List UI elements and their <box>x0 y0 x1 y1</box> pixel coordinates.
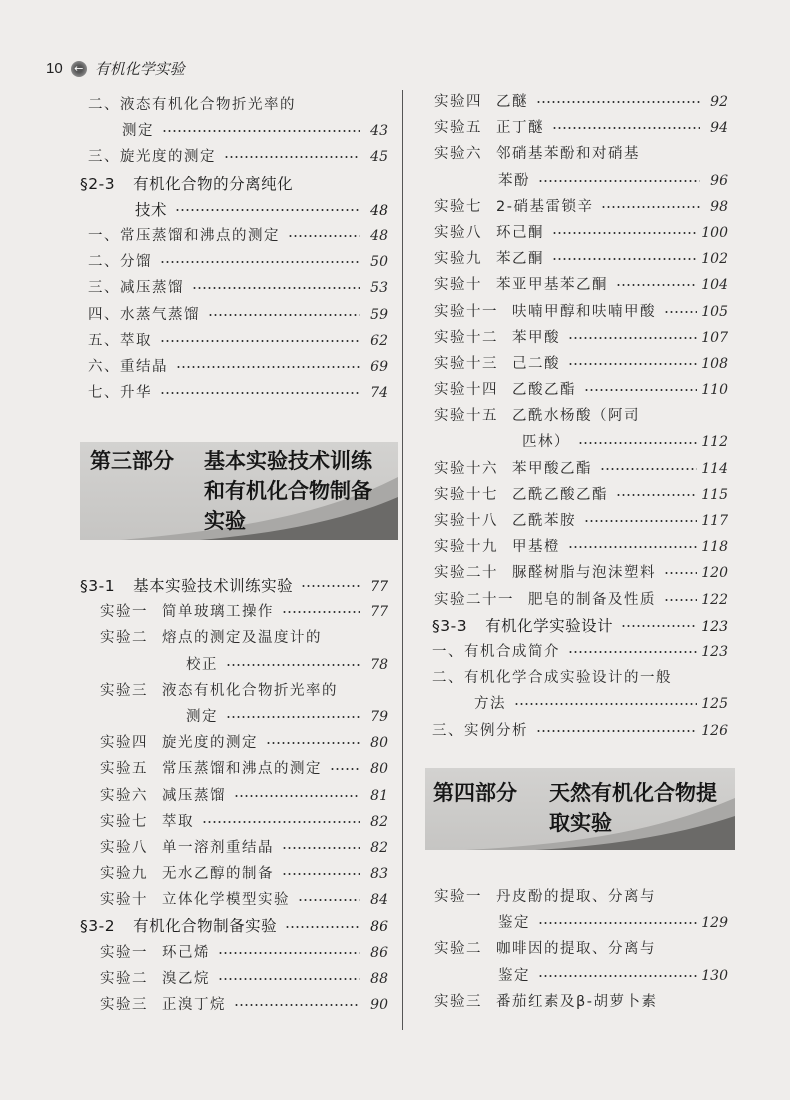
dot-leader <box>600 465 697 473</box>
entry-number: 三、 <box>88 280 120 297</box>
dot-leader <box>538 919 697 927</box>
entry-title: 呋喃甲醇和呋喃甲酸 <box>512 303 656 320</box>
entry-number: 实验四 <box>434 94 482 110</box>
entry-page: 110 <box>701 382 728 399</box>
entry-number: 二、 <box>432 670 464 687</box>
entry-title: 咖啡因的提取、分离与 <box>496 941 656 958</box>
toc-entry[interactable] <box>80 966 388 992</box>
entry-title: 己二酸 <box>512 355 560 372</box>
entry-number: 实验七 <box>100 813 148 830</box>
entry-title: 立体化学模型实验 <box>162 892 290 909</box>
dot-leader <box>568 334 697 342</box>
dot-leader <box>664 308 697 316</box>
dot-leader <box>282 608 360 616</box>
entry-title: 脲醛树脂与泡沫塑料 <box>512 565 656 582</box>
entry-title: 分馏 <box>120 254 152 271</box>
entry-title: 有机化学合成实验设计的一般 <box>464 670 672 687</box>
dot-leader <box>536 727 697 735</box>
entry-page: 98 <box>710 198 728 215</box>
entry-title: 番茄红素及β-胡萝卜素 <box>496 993 658 1010</box>
entry-page: 126 <box>701 722 728 739</box>
dot-leader <box>301 582 360 590</box>
entry-page: 102 <box>701 251 728 268</box>
part-title-line: 天然有机化合物提 <box>549 780 717 805</box>
toc-entry[interactable] <box>432 351 728 377</box>
entry-page: 74 <box>370 385 388 402</box>
toc-entry[interactable] <box>432 456 728 482</box>
page-number: 10 <box>46 60 63 77</box>
entry-title: 邻硝基苯酚和对硝基 <box>496 146 640 163</box>
entry-title: 有机化合物制备实验 <box>133 917 278 936</box>
entry-title: 液态有机化合物折光率的 <box>120 97 296 113</box>
dot-leader <box>176 363 360 371</box>
entry-title: 萃取 <box>162 813 194 830</box>
entry-number: 二、 <box>88 97 120 113</box>
dot-leader <box>601 203 700 211</box>
toc-entry[interactable] <box>80 302 388 328</box>
entry-title: 环己酮 <box>496 224 544 241</box>
entry-page: 62 <box>370 332 388 349</box>
entry-page: 94 <box>710 120 728 137</box>
entry-title: 测定 <box>122 123 154 140</box>
dot-leader <box>202 818 360 826</box>
toc-entry[interactable] <box>432 89 728 115</box>
entry-title: 正丁醚 <box>496 120 544 137</box>
toc-entry[interactable] <box>432 989 728 1015</box>
entry-number: 实验二 <box>434 941 482 958</box>
entry-title: 甲基橙 <box>512 539 560 556</box>
toc-entry[interactable] <box>80 652 388 678</box>
entry-number: 实验三 <box>434 993 482 1010</box>
entry-page: 50 <box>370 254 388 271</box>
dot-leader <box>621 622 697 630</box>
toc-entry[interactable] <box>432 613 728 639</box>
entry-number: 实验三 <box>100 997 148 1013</box>
part-title-line: 实验 <box>204 508 246 533</box>
toc-entry[interactable] <box>80 197 388 223</box>
part-title <box>204 446 372 536</box>
entry-title: 2-硝基雷锁辛 <box>496 198 594 215</box>
toc-entry[interactable] <box>432 168 728 194</box>
entry-number: 实验八 <box>100 839 148 856</box>
dot-leader <box>234 1001 360 1009</box>
entry-page: 88 <box>370 970 388 987</box>
dot-leader <box>266 739 360 747</box>
entry-title: 苯甲酸乙酯 <box>512 460 592 477</box>
dot-leader <box>514 700 697 708</box>
toc-entry[interactable] <box>80 783 388 809</box>
entry-page: 120 <box>701 565 728 582</box>
toc-entry[interactable] <box>432 508 728 534</box>
entry-number: 实验十一 <box>434 303 498 320</box>
entry-page: 108 <box>701 355 728 372</box>
entry-number: 实验二十 <box>434 565 498 582</box>
part-title-line: 和有机化合物制备 <box>204 478 372 503</box>
entry-title: 方法 <box>474 696 506 713</box>
entry-page: 122 <box>701 591 728 608</box>
entry-title: 有机化学实验设计 <box>485 616 614 635</box>
entry-page: 43 <box>370 123 388 140</box>
dot-leader <box>568 543 697 551</box>
entry-page: 100 <box>701 224 728 241</box>
entry-title: 正溴丁烷 <box>162 997 226 1013</box>
entry-title: 测定 <box>186 708 218 725</box>
entry-number: 实验九 <box>434 251 482 268</box>
entry-number: 实验四 <box>100 735 148 752</box>
running-header <box>46 58 185 79</box>
entry-title: 丹皮酚的提取、分离与 <box>496 889 656 905</box>
dot-leader <box>288 232 360 240</box>
dot-leader <box>218 949 360 957</box>
entry-title: 基本实验技术训练实验 <box>133 577 294 595</box>
toc-entry[interactable] <box>80 861 388 887</box>
entry-title: 升华 <box>120 385 152 402</box>
entry-number: 实验六 <box>100 787 148 804</box>
dot-leader <box>224 153 360 161</box>
entry-page: 105 <box>701 303 728 320</box>
entry-title: 乙酸乙酯 <box>512 382 576 399</box>
toc-entry[interactable] <box>80 704 388 730</box>
entry-number: 五、 <box>88 332 120 349</box>
entry-number: 实验一 <box>100 604 148 621</box>
dot-leader <box>285 923 360 931</box>
entry-title: 苯酚 <box>498 172 530 189</box>
entry-title: 单一溶剂重结晶 <box>162 839 274 856</box>
entry-title: 苯甲酸 <box>512 329 560 346</box>
entry-number: 实验十四 <box>434 382 498 399</box>
book-title: 有机化学实验 <box>94 60 185 78</box>
toc-entry[interactable] <box>432 963 728 989</box>
dot-leader <box>298 896 360 904</box>
entry-number: 实验五 <box>100 761 148 778</box>
entry-title: 环己烯 <box>162 944 210 961</box>
entry-page: 78 <box>370 656 388 673</box>
entry-number: §3-1 <box>80 577 116 595</box>
entry-title: 萃取 <box>120 332 152 349</box>
entry-page: 86 <box>370 919 388 936</box>
entry-page: 115 <box>701 486 728 503</box>
entry-page: 80 <box>370 761 388 778</box>
dot-leader <box>538 177 700 185</box>
entry-title: 减压蒸馏 <box>162 787 226 804</box>
entry-number: 实验十六 <box>434 460 498 477</box>
entry-title: 液态有机化合物折光率的 <box>162 682 338 699</box>
dot-leader <box>192 284 360 292</box>
entry-title: 常压蒸馏和沸点的测定 <box>120 227 280 244</box>
entry-title: 乙醚 <box>496 94 528 110</box>
entry-title: 校正 <box>186 656 218 673</box>
entry-number: 实验十八 <box>434 513 498 529</box>
entry-title: 重结晶 <box>120 358 168 375</box>
entry-number: 三、 <box>432 722 464 739</box>
dot-leader <box>578 439 697 447</box>
toc-entry[interactable] <box>80 275 388 301</box>
dot-leader <box>568 360 697 368</box>
entry-title: 常压蒸馏和沸点的测定 <box>162 761 322 778</box>
toc-entry[interactable] <box>80 92 388 118</box>
entry-page: 48 <box>370 202 388 219</box>
entry-page: 96 <box>710 172 728 189</box>
dot-leader <box>616 491 697 499</box>
entry-number: 实验十九 <box>434 539 498 556</box>
dot-leader <box>282 844 360 852</box>
entry-number: 实验二 <box>100 970 148 987</box>
toc-entry[interactable] <box>80 599 388 625</box>
entry-title: 无水乙醇的制备 <box>162 866 274 883</box>
entry-number: 四、 <box>88 306 120 323</box>
toc-entry[interactable] <box>432 115 728 141</box>
entry-number: 实验二 <box>100 630 148 647</box>
toc-entry[interactable] <box>80 730 388 756</box>
dot-leader <box>175 206 360 214</box>
toc-right-bottom <box>432 884 728 1015</box>
toc-left-top <box>80 92 388 406</box>
toc-entry[interactable] <box>80 380 388 406</box>
toc-entry[interactable] <box>432 141 728 167</box>
dot-leader <box>552 255 697 263</box>
toc-entry[interactable] <box>80 835 388 861</box>
toc-entry[interactable] <box>432 299 728 325</box>
part-title-line: 基本实验技术训练 <box>204 448 372 473</box>
entry-page: 90 <box>370 997 388 1013</box>
toc-entry[interactable] <box>80 913 388 939</box>
entry-page: 83 <box>370 866 388 883</box>
toc-entry[interactable] <box>80 144 388 170</box>
toc-entry[interactable] <box>432 587 728 613</box>
entry-number: 实验三 <box>100 682 148 699</box>
part-four-banner <box>425 768 735 850</box>
entry-number: 实验五 <box>434 120 482 137</box>
part-label: 第三部分 <box>90 448 174 473</box>
entry-number: 二、 <box>88 254 120 271</box>
entry-title: 减压蒸馏 <box>120 280 184 297</box>
dot-leader <box>584 517 697 525</box>
entry-page: 107 <box>701 329 728 346</box>
entry-page: 69 <box>370 358 388 375</box>
toc-right-top <box>432 89 728 744</box>
dot-leader <box>568 648 697 656</box>
entry-number: 实验十二 <box>434 329 498 346</box>
toc-entry[interactable] <box>80 625 388 651</box>
entry-title: 苯乙酮 <box>496 251 544 268</box>
toc-entry[interactable] <box>432 246 728 272</box>
entry-page: 130 <box>701 967 728 984</box>
entry-title: 熔点的测定及温度计的 <box>162 630 322 647</box>
part-label: 第四部分 <box>433 780 517 805</box>
toc-entry[interactable] <box>432 534 728 560</box>
part-three-banner <box>80 442 398 540</box>
dot-leader <box>538 972 697 980</box>
arrow-left-icon: ← <box>71 61 87 77</box>
part-title <box>549 778 717 838</box>
entry-page: 118 <box>701 539 728 556</box>
dot-leader <box>536 98 700 106</box>
entry-title: 匹林） <box>522 434 570 451</box>
entry-title: 乙酰苯胺 <box>512 513 576 529</box>
entry-number: 实验九 <box>100 866 148 883</box>
entry-title: 技术 <box>135 200 168 219</box>
toc-entry[interactable] <box>432 377 728 403</box>
entry-page: 82 <box>370 813 388 830</box>
toc-entry[interactable] <box>80 887 388 913</box>
dot-leader <box>616 281 697 289</box>
entry-title: 实例分析 <box>464 722 528 739</box>
entry-number: 一、 <box>88 227 120 244</box>
toc-entry[interactable] <box>80 249 388 275</box>
entry-number: 实验七 <box>434 198 482 215</box>
dot-leader <box>160 258 360 266</box>
toc-entry[interactable] <box>432 194 728 220</box>
entry-page: 114 <box>701 460 728 477</box>
toc-entry[interactable] <box>432 910 728 936</box>
entry-title: 肥皂的制备及性质 <box>528 591 656 608</box>
entry-number: §2-3 <box>80 174 116 193</box>
dot-leader <box>160 337 360 345</box>
entry-title: 乙酰乙酸乙酯 <box>512 486 608 503</box>
dot-leader <box>226 661 360 669</box>
entry-number: 实验二十一 <box>434 591 514 608</box>
entry-page: 112 <box>701 434 728 451</box>
toc-entry[interactable] <box>80 756 388 782</box>
toc-entry[interactable] <box>432 482 728 508</box>
entry-title: 鉴定 <box>498 967 530 984</box>
entry-number: 一、 <box>432 643 464 660</box>
toc-entry[interactable] <box>80 118 388 144</box>
toc-entry[interactable] <box>432 639 728 665</box>
toc-entry[interactable] <box>80 354 388 380</box>
entry-number: 实验一 <box>434 889 482 905</box>
entry-page: 80 <box>370 735 388 752</box>
part-title-line: 取实验 <box>549 810 612 835</box>
entry-number: 七、 <box>88 385 120 402</box>
dot-leader <box>160 389 360 397</box>
toc-entry[interactable] <box>80 328 388 354</box>
entry-page: 117 <box>701 513 728 529</box>
entry-page: 86 <box>370 944 388 961</box>
dot-leader <box>282 870 360 878</box>
dot-leader <box>664 596 697 604</box>
entry-page: 125 <box>701 696 728 713</box>
entry-number: 实验十 <box>434 277 482 294</box>
entry-number: 实验十七 <box>434 486 498 503</box>
entry-page: 123 <box>701 618 728 635</box>
entry-number: 三、 <box>88 149 120 166</box>
entry-number: 实验一 <box>100 944 148 961</box>
toc-entry[interactable] <box>80 940 388 966</box>
entry-page: 48 <box>370 227 388 244</box>
dot-leader <box>162 127 360 135</box>
entry-page: 104 <box>701 277 728 294</box>
entry-title: 简单玻璃工操作 <box>162 604 274 621</box>
toc-entry[interactable] <box>432 403 728 429</box>
entry-page: 81 <box>370 787 388 804</box>
dot-leader <box>208 311 360 319</box>
dot-leader <box>218 975 360 983</box>
entry-number: §3-2 <box>80 917 116 936</box>
entry-title: 有机合成简介 <box>464 643 560 660</box>
toc-entry[interactable] <box>432 560 728 586</box>
entry-number: 六、 <box>88 358 120 375</box>
entry-title: 苯亚甲基苯乙酮 <box>496 277 608 294</box>
entry-page: 45 <box>370 149 388 166</box>
entry-number: 实验十三 <box>434 355 498 372</box>
toc-entry[interactable] <box>432 936 728 962</box>
dot-leader <box>584 386 697 394</box>
entry-page: 82 <box>370 839 388 856</box>
entry-number: §3-3 <box>432 616 468 635</box>
toc-entry[interactable] <box>432 718 728 744</box>
entry-title: 鉴定 <box>498 915 530 932</box>
dot-leader <box>552 124 700 132</box>
entry-page: 79 <box>370 708 388 725</box>
entry-page: 92 <box>710 94 728 110</box>
toc-entry[interactable] <box>432 220 728 246</box>
entry-number: 实验十五 <box>434 408 498 425</box>
entry-page: 84 <box>370 892 388 909</box>
toc-entry[interactable] <box>80 573 388 599</box>
toc-entry[interactable] <box>432 691 728 717</box>
entry-number: 实验六 <box>434 146 482 163</box>
toc-entry[interactable] <box>432 429 728 455</box>
column-divider <box>402 90 403 1030</box>
dot-leader <box>234 792 360 800</box>
entry-title: 旋光度的测定 <box>162 735 258 752</box>
entry-page: 77 <box>370 604 388 621</box>
toc-entry[interactable] <box>432 325 728 351</box>
entry-title: 旋光度的测定 <box>120 149 216 166</box>
toc-entry[interactable] <box>432 272 728 298</box>
dot-leader <box>552 229 697 237</box>
dot-leader <box>226 713 360 721</box>
toc-entry[interactable] <box>432 884 728 910</box>
entry-title: 水蒸气蒸馏 <box>120 306 200 323</box>
entry-page: 53 <box>370 280 388 297</box>
entry-page: 123 <box>701 643 728 660</box>
entry-title: 溴乙烷 <box>162 970 210 987</box>
toc-entry[interactable] <box>80 223 388 249</box>
dot-leader <box>330 765 360 773</box>
toc-entry[interactable] <box>80 809 388 835</box>
dot-leader <box>664 569 697 577</box>
toc-entry[interactable] <box>80 171 388 197</box>
entry-page: 77 <box>370 579 388 595</box>
toc-entry[interactable] <box>80 992 388 1018</box>
entry-page: 129 <box>701 915 728 932</box>
toc-entry[interactable] <box>80 678 388 704</box>
toc-left-bottom <box>80 573 388 1018</box>
entry-page: 59 <box>370 306 388 323</box>
toc-entry[interactable] <box>432 665 728 691</box>
entry-title: 乙酰水杨酸（阿司 <box>512 408 640 425</box>
entry-number: 实验八 <box>434 224 482 241</box>
entry-number: 实验十 <box>100 892 148 909</box>
entry-title: 有机化合物的分离纯化 <box>133 174 294 193</box>
